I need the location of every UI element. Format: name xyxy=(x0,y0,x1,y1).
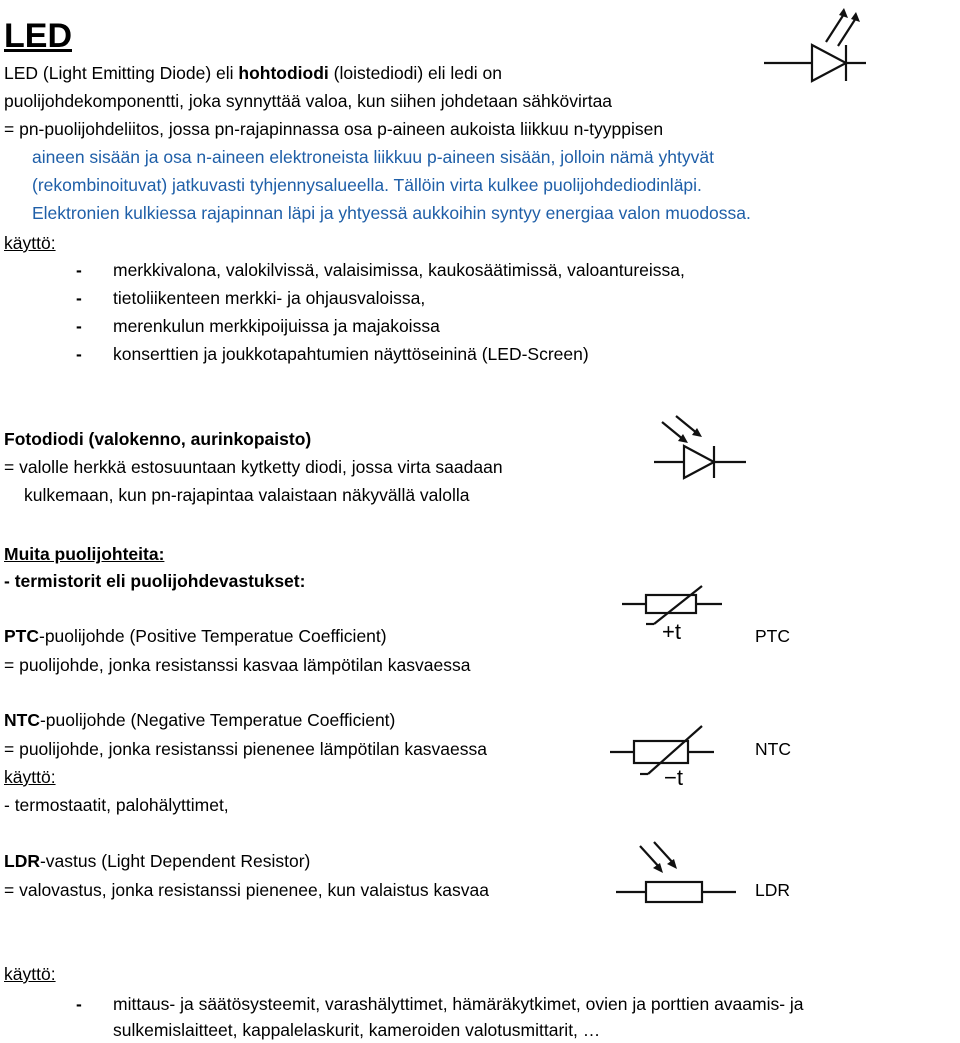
led-use-1: merkkivalona, valokilvissä, valaisimissa, kaukosäätimissä, valoantureissa, xyxy=(113,260,685,280)
page-title: LED xyxy=(4,17,72,55)
ptc-symbol-label: +t xyxy=(662,619,681,644)
ntc-symbol-icon xyxy=(608,720,718,790)
led-intro xyxy=(4,63,502,83)
led-use-3: merenkulun merkkipoijuissa ja majakoissa xyxy=(113,316,440,336)
final-usage-line-2: sulkemislaitteet, kappalelaskurit, kameroiden valotusmittarit, … xyxy=(113,1020,601,1040)
ntc-usage: - termostaatit, palohälyttimet, xyxy=(4,795,229,815)
led-use-dash-2: - xyxy=(76,288,82,308)
final-usage-label: käyttö: xyxy=(4,964,56,984)
led-intro-bold: hohtodiodi xyxy=(238,63,329,83)
final-usage-line-1: mittaus- ja säätösysteemit, varashälyttimet, hämäräkytkimet, ovien ja porttien avaamis- ja xyxy=(113,994,804,1014)
photodiode-line-1: = valolle herkkä estosuuntaan kytketty diodi, jossa virta saadaan xyxy=(4,457,503,477)
ldr-name xyxy=(4,851,310,871)
ntc-name-rest: -puolijohde (Negative Temperatue Coefficient) xyxy=(39,710,396,730)
ldr-side-label: LDR xyxy=(755,880,791,900)
led-line-4: aineen sisään ja osa n-aineen elektroneista liikkuu p-aineen sisään, jolloin nämä yhtyvät xyxy=(32,147,714,167)
photodiode-symbol-icon xyxy=(650,412,750,492)
thermistors-line: - termistorit eli puolijohdevastukset: xyxy=(4,571,306,591)
others-heading: Muita puolijohteita: xyxy=(4,544,165,564)
led-use-2: tietoliikenteen merkki- ja ohjausvaloissa, xyxy=(113,288,426,308)
ldr-desc: = valovastus, jonka resistanssi pienenee, kun valaistus kasvaa xyxy=(4,880,489,900)
ptc-side-label: PTC xyxy=(755,626,790,646)
led-use-dash-1: - xyxy=(76,260,82,280)
ntc-side-label: NTC xyxy=(755,739,791,759)
ptc-name xyxy=(4,626,387,646)
led-use-dash-4: - xyxy=(76,344,82,364)
led-line-3: = pn-puolijohdeliitos, jossa pn-rajapinnassa osa p-aineen aukoista liikkuu n-tyyppisen xyxy=(4,119,664,139)
led-intro-start: LED (Light Emitting Diode) eli xyxy=(4,63,239,83)
ntc-symbol-label: −t xyxy=(664,765,683,790)
ptc-name-rest: -puolijohde (Positive Temperatue Coefficient) xyxy=(39,626,387,646)
led-use-4: konserttien ja joukkotapahtumien näyttöseininä (LED-Screen) xyxy=(113,344,589,364)
led-symbol-icon xyxy=(760,2,870,92)
led-line-2: puolijohdekomponentti, joka synnyttää valoa, kun siihen johdetaan sähkövirtaa xyxy=(4,91,613,111)
ntc-abbr: NTC xyxy=(4,710,40,730)
led-use-dash-3: - xyxy=(76,316,82,336)
ldr-abbr: LDR xyxy=(4,851,40,871)
led-usage-label: käyttö: xyxy=(4,233,56,253)
ntc-usage-label: käyttö: xyxy=(4,767,56,787)
ntc-name xyxy=(4,710,395,730)
ldr-name-rest: -vastus (Light Dependent Resistor) xyxy=(39,851,311,871)
photodiode-line-2: kulkemaan, kun pn-rajapintaa valaistaan näkyvällä valolla xyxy=(24,485,470,505)
ptc-desc: = puolijohde, jonka resistanssi kasvaa lämpötilan kasvaessa xyxy=(4,655,471,675)
ldr-symbol-icon xyxy=(614,838,744,918)
led-line-5: (rekombinoituvat) jatkuvasti tyhjennysalueella. Tällöin virta kulkee puolijohdediodinläpi. xyxy=(32,175,702,195)
photodiode-heading: Fotodiodi (valokenno, aurinkopaisto) xyxy=(4,429,312,449)
ptc-abbr: PTC xyxy=(4,626,39,646)
led-line-6: Elektronien kulkiessa rajapinnan läpi ja yhtyessä aukkoihin syntyy energiaa valon muodossa. xyxy=(32,203,751,223)
led-intro-end: (loistediodi) eli ledi on xyxy=(328,63,502,83)
final-usage-dash: - xyxy=(76,994,82,1014)
ntc-desc: = puolijohde, jonka resistanssi pienenee lämpötilan kasvaessa xyxy=(4,739,488,759)
